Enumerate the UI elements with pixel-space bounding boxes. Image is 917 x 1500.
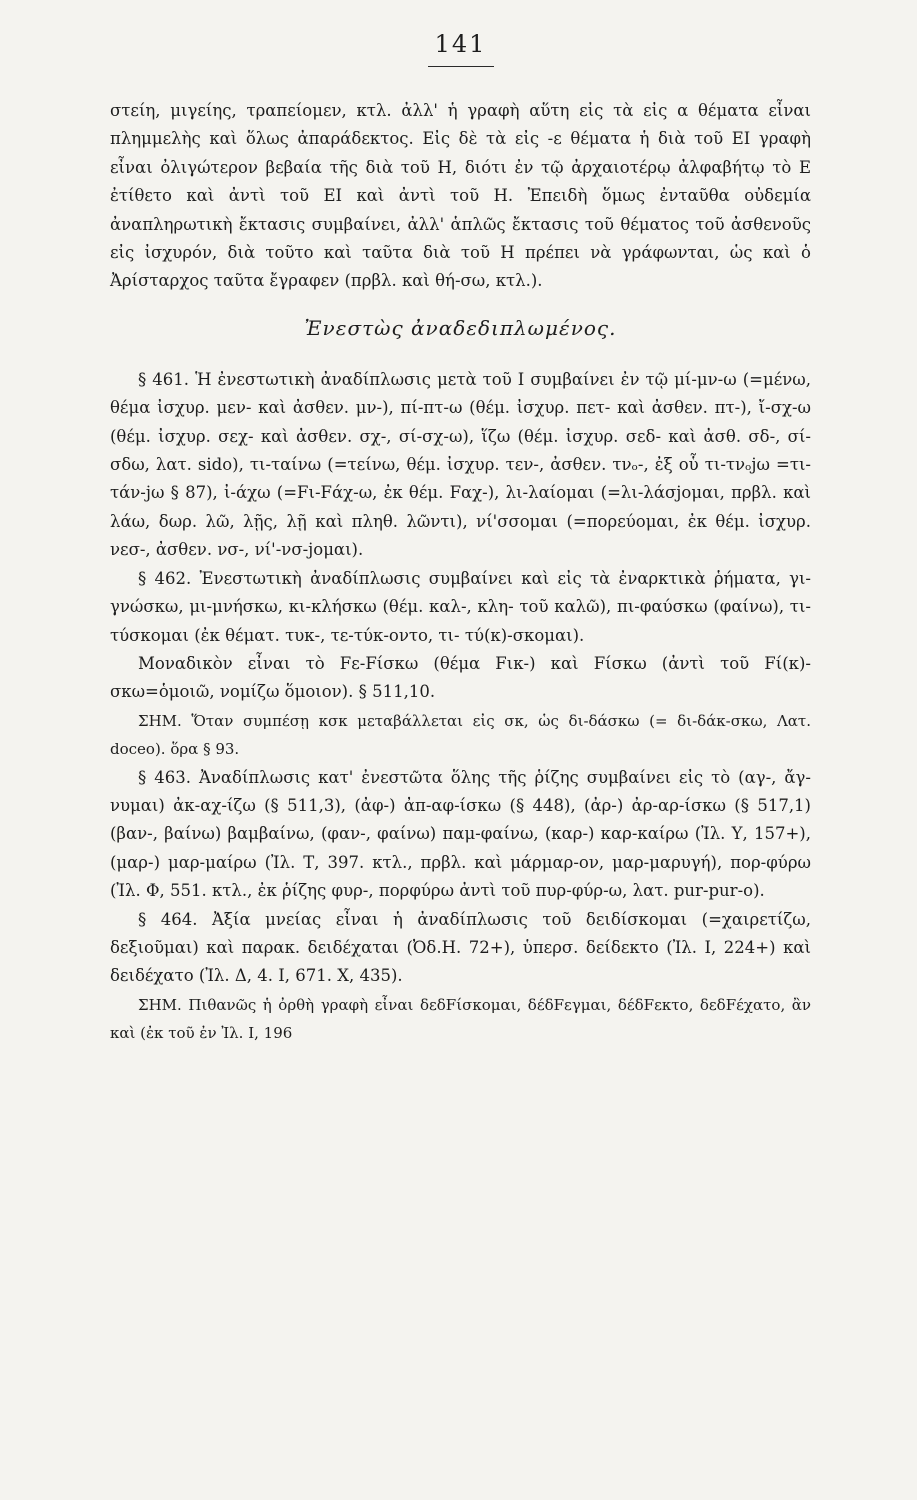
intro-paragraph: στείη, μιγείης, τραπείομεν, κτλ. ἀλλ' ἡ γραφὴ αὕτη εἰς τὰ εἰς α θέματα εἶναι πλημμελὴς καὶ ὅλως ἀπαράδεκτος. Εἰς δὲ τὰ εἰς -ε θέματα ἡ διὰ τοῦ ΕΙ γραφὴ εἶναι ὀλιγώτερον βεβαία τῆς διὰ τοῦ Η, διότι ἐν τῷ ἀρχαιοτέρῳ ἀλφαβήτῳ τὸ Ε ἐτίθετο καὶ ἀντὶ τοῦ ΕΙ καὶ ἀντὶ τοῦ Η. Ἐπειδὴ ὅμως ἐνταῦθα οὐδεμία ἀναπληρωτικὴ ἔκτασις συμβαίνει, ἀλλ' ἁπλῶς ἔκτασις τοῦ θέματος τοῦ ἀσθενοῦς εἰς ἰσχυρόν, διὰ τοῦτο καὶ ταῦτα διὰ τοῦ Η πρέπει νὰ γράφωνται, ὡς καὶ ὁ Ἀρίσταρχος ταῦτα ἔγραφεν (πρβλ. καὶ θή-σω, κτλ.). <box>110 101 811 291</box>
paragraph-461: § 461. Ἡ ἐνεστωτικὴ ἀναδίπλωσις μετὰ τοῦ Ι συμβαίνει ἐν τῷ μί-μν-ω (=μένω, θέμα ἰσχυρ. μεν- καὶ ἀσθεν. μν-), πί-πτ-ω (θέμ. ἰσχυρ. πετ- καὶ ἀσθεν. πτ-), ἴ-σχ-ω (θέμ. ἰσχυρ. σεχ- καὶ ἀσθεν. σχ-, σί-σχ-ω), ἵζω (θέμ. ἰσχυρ. σεδ- καὶ ἀσθ. σδ-, σί-σδω, λατ. sido), τι-ταίνω (=τείνω, θέμ. ἰσχυρ. τεν-, ἀσθεν. τνₒ-, ἐξ οὗ τι-τνₒjω =τι-τάν-jω § 87), ἰ-άχω (=Fι-Fάχ-ω, ἐκ θέμ. Fαχ-), λι-λαίομαι (=λι-λάσjομαι, πρβλ. καὶ λάω, δωρ. λῶ, λῇς, λῇ καὶ πληθ. λῶντι), νί'σσομαι (=πορεύομαι, ἐκ θέμ. ἰσχυρ. νεσ-, ἀσθεν. νσ-, νί'-νσ-jομαι). <box>110 369 811 560</box>
note-2: ΣΗΜ. Πιθανῶς ἡ ὀρθὴ γραφὴ εἶναι δεδFίσκομαι, δέδFεγμαι, δέδFεκτο, δεδFέχατο, ἂν καὶ (ἐκ τοῦ ἐν Ἰλ. Ι, 196 <box>110 995 811 1043</box>
paragraph-463: § 463. Ἀναδίπλωσις κατ' ἐνεστῶτα ὅλης τῆς ῥίζης συμβαίνει εἰς τὸ (αγ-, ἄγ-νυμαι) ἀκ-αχ-ίζω (§ 511,3), (ἀφ-) ἀπ-αφ-ίσκω (§ 448), (ἀρ-) ἀρ-αρ-ίσκω (§ 517,1) (βαν-, βαίνω) βαμβαίνω, (φαν-, φαίνω) παμ-φαίνω, (καρ-) καρ-καίρω (Ἰλ. Υ, 157+), (μαρ-) μαρ-μαίρω (Ἰλ. Τ, 397. κτλ., πρβλ. καὶ μάρμαρ-ον, μαρ-μαρυγή), πορ-φύρω (Ἰλ. Φ, 551. κτλ., ἐκ ῥίζης φυρ-, πορφύρω ἀντὶ τοῦ πυρ-φύρ-ω, λατ. pur-pur-o). <box>110 767 811 901</box>
paragraph-monadikon: Μοναδικὸν εἶναι τὸ Fε-Fίσκω (θέμα Fικ-) καὶ Fίσκω (ἀντὶ τοῦ Fί(κ)-σκω=ὁμοιῶ, νομίζω ὅμοιον). § 511,10. <box>110 653 811 702</box>
paragraph-464: § 464. Ἀξία μνείας εἶναι ἡ ἀναδίπλωσις τοῦ δειδίσκομαι (=χαιρετίζω, δεξιοῦμαι) καὶ παρακ. δειδέχαται (Ὀδ.Η. 72+), ὑπερσ. δείδεκτο (Ἰλ. Ι, 224+) καὶ δειδέχατο (Ἰλ. Δ, 4. Ι, 671. Χ, 435). <box>110 909 811 986</box>
page-number-rule <box>428 66 494 67</box>
paragraph-462: § 462. Ἐνεστωτικὴ ἀναδίπλωσις συμβαίνει καὶ εἰς τὰ ἐναρκτικὰ ῥήματα, γι-γνώσκω, μι-μνήσκω, κι-κλήσκω (θέμ. καλ-, κλη- τοῦ καλῶ), πι-φαύσκω (φαίνω), τι-τύσκομαι (ἐκ θέματ. τυκ-, τε-τύκ-οντο, τι- τύ(κ)-σκομαι). <box>110 568 811 645</box>
page-number: 141 <box>434 30 487 58</box>
section-heading: Ἐνεστὼς ἀναδεδιπλωμένος. <box>304 315 617 340</box>
note-1: ΣΗΜ. Ὅταν συμπέσῃ κσκ μεταβάλλεται εἰς σκ, ὡς δι-δάσκω (= δι-δάκ-σκω, Λατ. doceo). ὅρα § 93. <box>110 711 811 759</box>
